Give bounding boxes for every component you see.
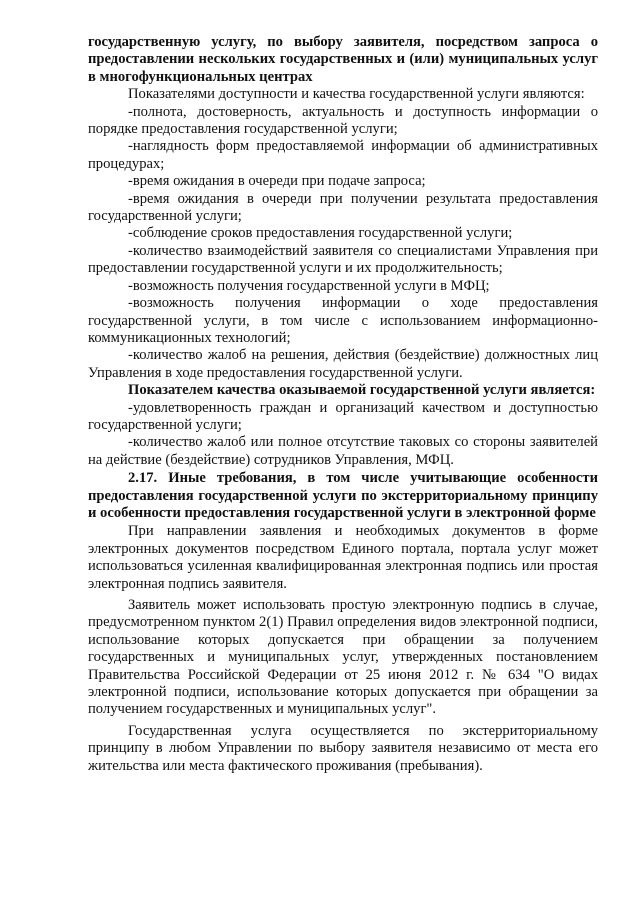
quality-indicator-heading: Показателем качества оказываемой государственной услуги является: xyxy=(128,382,596,399)
intro-bold-paragraph: государственную услугу, по выбору заявителя, посредством запроса о предоставлении нескольких государственных и (или) муниципальных услуг в многофункциональных центрах xyxy=(88,34,598,85)
list-item-mfc: -возможность получения государственной услуги в МФЦ; xyxy=(128,277,490,294)
list-item-visibility: -наглядность форм предоставляемой информации об административных процедурах; xyxy=(88,138,598,172)
list-item-deadlines: -соблюдение сроков предоставления государственной услуги; xyxy=(128,225,513,242)
list-item-complaints: -количество жалоб на решения, действия (бездействие) должностных лиц Управления в ходе предоставления государственной услуги. xyxy=(88,347,598,381)
paragraph-simple-signature: Заявитель может использовать простую электронную подпись в случае, предусмотренном пунктом 2(1) Правил определения видов электронной подписи, использование которых допускается при обращении за получением государственных и муниципальных услуг, утвержденных постановлением Правительства Российской Федерации от 25 июня 2012 г. № 634 "О видах электронной подписи, использование которых допускается при обращении за получением государственных и муниципальных услуг". xyxy=(88,597,598,718)
document-page xyxy=(88,34,598,775)
list-item-wait-result: -время ожидания в очереди при получении результата предоставления государственной услуги; xyxy=(88,190,598,225)
paragraph-extraterritorial: Государственная услуга осуществляется по экстерриториальному принципу в любом Управлении по выбору заявителя независимо от места его жительства или места фактического проживания (пребывания). xyxy=(88,722,598,774)
paragraph-electronic-signature: При направлении заявления и необходимых документов в форме электронных документов посредством Единого портала, портала услуг может использоваться усиленная квалифицированная электронная подпись или простая электронная подпись заявителя. xyxy=(88,523,598,592)
list-item-completeness: -полнота, достоверность, актуальность и доступность информации о порядке предоставления государственной услуги; xyxy=(88,103,598,138)
list-item-satisfaction: -удовлетворенность граждан и организаций качеством и доступностью государственной услуги; xyxy=(88,399,598,433)
list-item-wait-submission: -время ожидания в очереди при подаче запроса; xyxy=(128,173,426,190)
section-heading-2-17: 2.17. Иные требования, в том числе учитывающие особенности предоставления государственной услуги по экстерриториальному принципу и особенности предоставления государственной услуги в электронной форме xyxy=(88,470,598,521)
list-item-interactions: -количество взаимодействий заявителя со специалистами Управления при предоставлении государственной услуги и их продолжительность; xyxy=(88,242,598,277)
list-item-progress-info: -возможность получения информации о ходе предоставления государственной услуги, в том числе с использованием информационно-коммуникационных технологий; xyxy=(88,295,598,346)
list-item-complaint-count: -количество жалоб или полное отсутствие таковых со стороны заявителей на действие (бездействие) сотрудников Управления, МФЦ. xyxy=(88,434,598,468)
indicators-heading: Показателями доступности и качества государственной услуги являются: xyxy=(128,86,585,103)
